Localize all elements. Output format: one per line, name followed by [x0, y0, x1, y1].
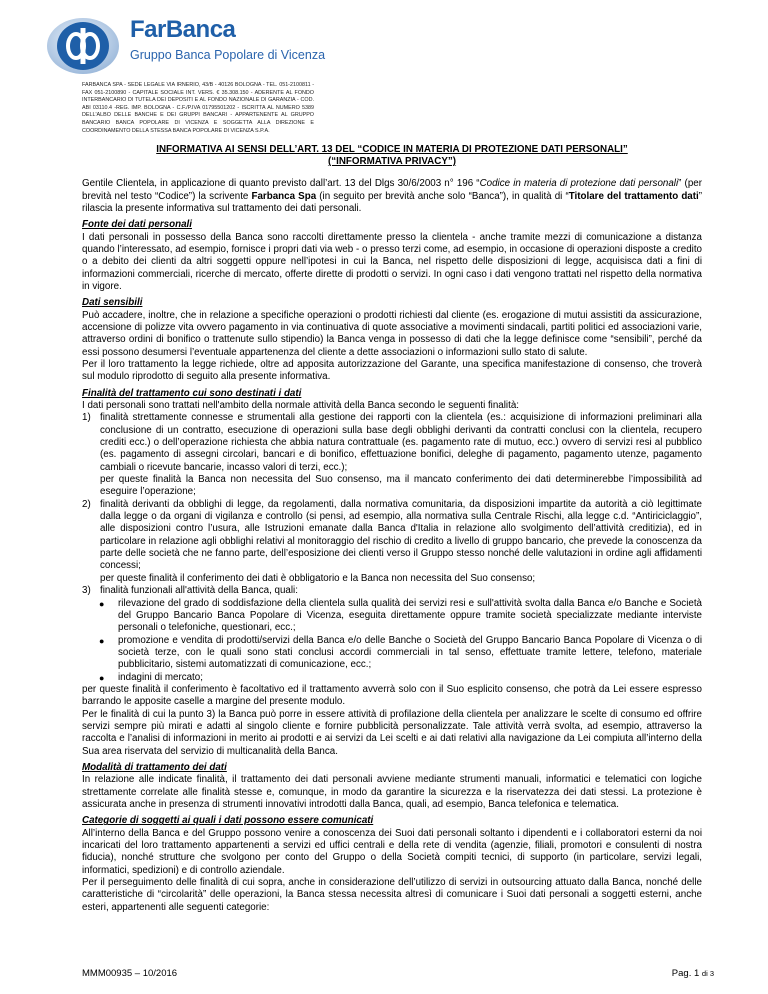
document-page: [82, 10, 702, 914]
page-number: [672, 968, 714, 979]
title-line-1: INFORMATIVA AI SENSI DELL’ART. 13 DEL “CODICE IN MATERIA DI PROTEZIONE DATI PERSONALI”: [156, 144, 628, 156]
bullet-item: [82, 598, 702, 635]
intro-e: (in seguito per brevità anche solo “Banca”), in qualità di “: [316, 190, 569, 202]
farbanca-logo-icon: [45, 15, 123, 75]
bullet-icon: ●: [99, 635, 105, 646]
section-heading: Fonte dei dati personali: [82, 219, 192, 231]
bullet-item: [82, 672, 702, 684]
bullet-text: indagini di mercato;: [118, 671, 203, 683]
section-text: I dati personali sono trattati nell'ambito della normale attività della Banca secondo le seguenti finalità:: [82, 400, 520, 411]
intro-g: ” rilascia la presente informativa sul trattamento dei dati personali.: [82, 190, 702, 214]
section-text: Per il perseguimento delle finalità di cui sopra, anche in considerazione dell’utilizzo di servizi in outsourcing attuato dalla Banca, nonché delle caratteristiche di “circolarità” delle operazioni, la Banca stessa necessita altresì di comunicare i Suoi dati personali a soggetti esterni, anche esteri, appartenenti alle seguenti categorie:: [82, 877, 702, 913]
list-item-text: finalità funzionali all'attività della Banca, quali:: [100, 585, 298, 597]
section-heading: Dati sensibili: [82, 297, 143, 309]
intro-a: Gentile Clientela, in applicazione di quanto previsto dall’art. 13 del Dlgs 30/6/2003 n° 196 “: [82, 178, 480, 190]
document-code: MMM00935 – 10/2016: [82, 968, 178, 979]
section-heading: Categorie di soggetti ai quali i dati possono essere comunicati: [82, 815, 374, 827]
section-heading: Modalità di trattamento dei dati: [82, 761, 227, 773]
list-item-text: finalità strettamente connesse e strumentali alla gestione dei rapporti con la clientela (es.: acquisizione di informazioni preliminari alla conclusione di un contratto, esecuzione di operazioni sulla base degli obblighi derivanti da contratti conclusi con la clientela, recupero crediti ecc.) o dell’operazione richiesta che abbia natura contrattuale (es. pagamento rate di mutuo, ecc.) ovvero di servizi resi al pubblico (es. pagamento di assegni circolari, bancari e di bonifico, effettuazione bonifici, deleghe di pagamento, pagamento utenze, pagamento cambiali o ricevute bancarie, incasso valori di terzi, ecc.);: [100, 412, 702, 473]
list-item: [82, 585, 702, 597]
page-total: di 3: [701, 969, 714, 978]
bullet-icon: ●: [99, 598, 105, 609]
bullet-text: promozione e vendita di prodotti/servizi della Banca e/o delle Banche o Società del Gruppo Bancario Banca Popolare di Vicenza o di società terze, con le quali sono stati conclusi accordi commerciali in tal senso, effettuate tramite lettere, telefono, materiale pubblicitario, sistemi automatizzati di comunicazione, ecc.;: [118, 634, 702, 671]
section-text: All’interno della Banca e del Gruppo possono venire a conoscenza dei Suoi dati personali soltanto i dipendenti e i collaboratori esterni da noi incaricati del loro trattamento appartenenti a servizi ed uffici centrali e della rete di vendita (agenzie, filiali, promotori e consulenti di nostra fiducia), nonché strutture che svolgono per conto del Gruppo o della Società compiti tecnici, di supporto (in particolare, servizi legali, informatici, spedizioni) e di controllo aziendale.: [82, 827, 702, 876]
bullet-item: [82, 635, 702, 672]
list-item: [82, 412, 702, 498]
list-number: 3): [82, 585, 91, 597]
section-text: Può accadere, inoltre, che in relazione a specifiche operazioni o prodotti richiesti dal cliente (es. erogazione di mutui assistiti da assicurazione, accensione di polizze vita ovvero pagamento in via continuativa di quote associative a movimenti sindacali, partiti politici ed associazioni varie, attraverso ordini di bonifico o trattenute sullo stipendio) la Banca venga in possesso di dati che la legge definisce come “sensibili”, perché da essi possono desumersi l’eventuale appartenenza del cliente a dette associazioni o informazioni sullo stato di salute.: [82, 309, 702, 358]
section-text: Per le finalità di cui la punto 3) la Banca può porre in essere attività di profilazione della clientela per analizzare le scelte di consumo ed offrire servizi sempre più mirati e adatti al singolo cliente e fornire pubblicità personalizzate. Tale attività verrà svolta, ad esempio, attraverso la raccolta e l’analisi di informazioni in merito ai prodotti e ai servizi da Lei scelti e ai dati relativi alla navigazione da Lei compiuta all’interno della Sua area riservata del servizio di multicanalità della Banca.: [82, 708, 702, 757]
intro-b: Codice in materia di protezione dati personali: [479, 178, 679, 190]
bullet-icon: ●: [99, 672, 105, 683]
list-number: 1): [82, 412, 91, 424]
list-item-text: finalità derivanti da obblighi di legge, da regolamenti, dalla normativa comunitaria, da disposizioni impartite da autorità a ciò legittimate dalla legge o da organi di vigilanza e controllo (si pensi, ad esempio, alla normativa sulla Centrale Rischi, alla legge c.d. “Antiriciclaggio”, alle disposizioni contro l’usura, alle Istruzioni emanate dalla Banca d'Italia in relazione allo svolgimento dell’attività creditizia), ed in particolare in relazione agli obblighi relativi al monitoraggio del rischio di credito a livello di gruppo bancario, che prevede la conoscenza da parte delle società che ne fanno parte, dell’esposizione dei clienti verso il Gruppo stesso nonché delle valutazioni in ordine agli affidamenti concessi;: [100, 498, 702, 572]
brand-name: FarBanca: [130, 16, 236, 43]
document-body: [82, 178, 702, 914]
brand-subtitle: Gruppo Banca Popolare di Vicenza: [130, 48, 326, 62]
page-label: Pag. 1: [671, 968, 700, 979]
intro-d: Farbanca Spa: [251, 190, 317, 202]
section-text: Per il loro trattamento la legge richiede, oltre ad apposita autorizzazione del Garante, una specifica manifestazione di consenso, che troverà sul modulo riprodotto di seguito alla presente informativa.: [82, 358, 702, 383]
section-text: I dati personali in possesso della Banca sono raccolti direttamente presso la clientela - anche tramite mezzi di comunicazione a distanza quando l’interessato, ad esempio, fornisce i propri dati via web - o presso terzi come, ad esempio, in occasione di operazioni disposte a credito o a debito dei clienti da altri soggetti oppure nell’ipotesi in cui la Banca, nel rispetto delle disposizioni di legge, acquisisca dati a fini di informazioni commerciali, ricerche di mercato, offerte dirette di prodotti o servizi. In ogni caso i dati vengono trattati nel rispetto della normativa in vigore.: [82, 231, 702, 292]
header-logo: [82, 10, 702, 70]
legal-info: FARBANCA SPA - SEDE LEGALE VIA IRNERIO, 43/B - 40126 BOLOGNA - TEL. 051-2100811 - FAX 051-2100890 - CAPITALE SOCIALE INT. VERS. € 35.308.150 - ADERENTE AL FONDO INTERBANCARIO DI TUTELA DEI DEPOSITI E AL FONDO NAZIONALE DI GARANZIA - COD. ABI 03110.4 -REG. IMP. BOLOGNA - C.F./P.IVA 01795501202 - ISCRITTA AL NUMERO 5389 DELL'ALBO DELLE BANCHE E DEI GRUPPI BANCARI - APPARTENENTE AL GRUPPO BANCARIO BANCA POPOLARE DI VICENZA E SOGGETTA ALLA DIREZIONE E COORDINAMENTO DELLA STESSA BANCA POPOLARE DI VICENZA S.P.A.: [82, 82, 314, 134]
list-item: [82, 499, 702, 585]
intro-paragraph: [82, 178, 702, 215]
bullet-text: rilevazione del grado di soddisfazione della clientela sulla qualità dei servizi resi e sull'attività svolta dalla Banca e/o Banche e Società del Gruppo Bancario Banca Popolare di Vicenza, eseguita direttamente oppure tramite società specializzate mediante interviste personali o telefoniche, questionari, ecc.;: [118, 597, 702, 634]
list-item-note: per queste finalità la Banca non necessita del Suo consenso, ma il mancato conferimento dei dati determinerebbe l’impossibilità ad eseguire l’operazione;: [100, 474, 702, 498]
list-item-note: per queste finalità il conferimento dei dati è obbligatorio e la Banca non necessita del Suo consenso;: [100, 572, 536, 584]
document-title: [82, 144, 702, 168]
section-heading: Finalità del trattamento cui sono destinati i dati: [82, 387, 302, 399]
title-line-2: (“INFORMATIVA PRIVACY”): [327, 156, 457, 168]
section-text: per queste finalità il conferimento è facoltativo ed il trattamento avverrà solo con il Suo esplicito consenso, che potrà da Lei essere espresso barrando le apposite caselle a margine del presente modulo.: [82, 683, 702, 708]
intro-c: ” (per brevità nel testo “Codice”) la scrivente: [82, 178, 702, 202]
section-text: In relazione alle indicate finalità, il trattamento dei dati personali avviene mediante strumenti manuali, informatici e telematici con logiche strettamente correlate alle finalità stesse e, comunque, in modo da garantire la sicurezza e la riservatezza dei dati stessi. La protezione è assicurata anche in presenza di strumenti innovativi introdotti dalla Banca, quali, ad esempio, Banca telefonica e telematica.: [82, 774, 702, 810]
intro-f: Titolare del trattamento dati: [568, 190, 699, 202]
list-number: 2): [82, 498, 91, 510]
